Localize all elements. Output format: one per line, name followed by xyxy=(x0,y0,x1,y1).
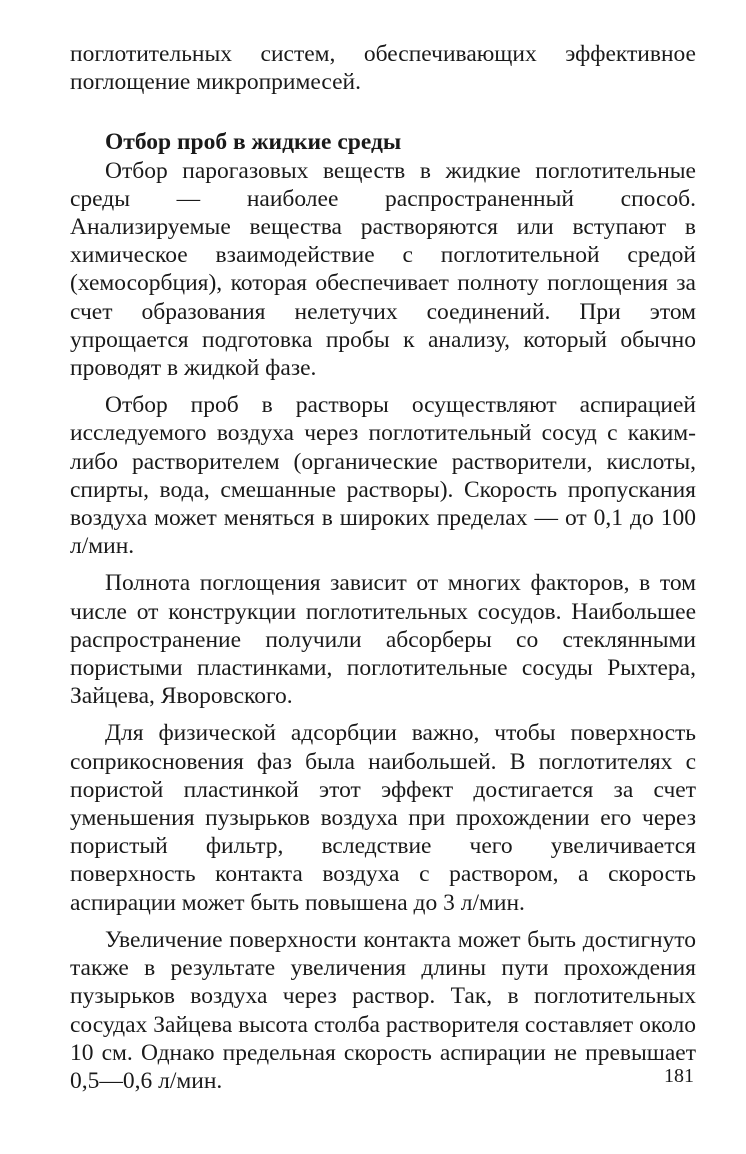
section-heading: Отбор проб в жидкие среды xyxy=(105,129,402,156)
page-text xyxy=(70,40,696,1095)
paragraph-4: Для физической адсорбции важно, чтобы поверхность соприкосновения фаз была наибольшей. В поглотителях с пористой пластинкой этот эффект достигается за счет уменьшения пузырьков воздуха при прохождении его через пористый фильтр, вследствие чего увеличивается поверхность контакта воздуха с раствором, а скорость аспирации может быть повышена до 3 л/мин. xyxy=(70,720,696,916)
page-number: 181 xyxy=(664,1065,694,1087)
paragraph-1: Отбор парогазовых веществ в жидкие поглотительные среды — наиболее распространенный способ. Анализируемые вещества растворяются или вступают в химическое взаимодействие с поглотительной средой (хемосорбция), которая обеспечивает полноту поглощения за счет образования нелетучих соединений. При этом упрощается подготовка пробы к анализу, который обычно проводят в жидкой фазе. xyxy=(70,157,696,382)
paragraph-2: Отбор проб в растворы осуществляют аспирацией исследуемого воздуха через поглотительный сосуд с каким-либо растворителем (органические растворители, кислоты, спирты, вода, смешанные растворы). Скорость пропускания воздуха может меняться в широких пределах — от 0,1 до 100 л/мин. xyxy=(70,392,696,560)
paragraph-intro: поглотительных систем, обеспечивающих эффективное поглощение микропримесей. xyxy=(70,41,696,96)
paragraph-5: Увеличение поверхности контакта может быть достигнуто также в результате увеличения длины пути прохождения пузырьков воздуха через раствор. Так, в поглотительных сосудах Зайцева высота столба растворителя составляет около 10 см. Однако предельная скорость аспирации не превышает 0,5—0,6 л/мин. xyxy=(70,926,696,1094)
paragraph-3: Полнота поглощения зависит от многих факторов, в том числе от конструкции поглотительных сосудов. Наибольшее распространение получили абсорберы со стеклянными пористыми пластинками, поглотительные сосуды Рыхтера, Зайцева, Яворовского. xyxy=(70,570,696,710)
